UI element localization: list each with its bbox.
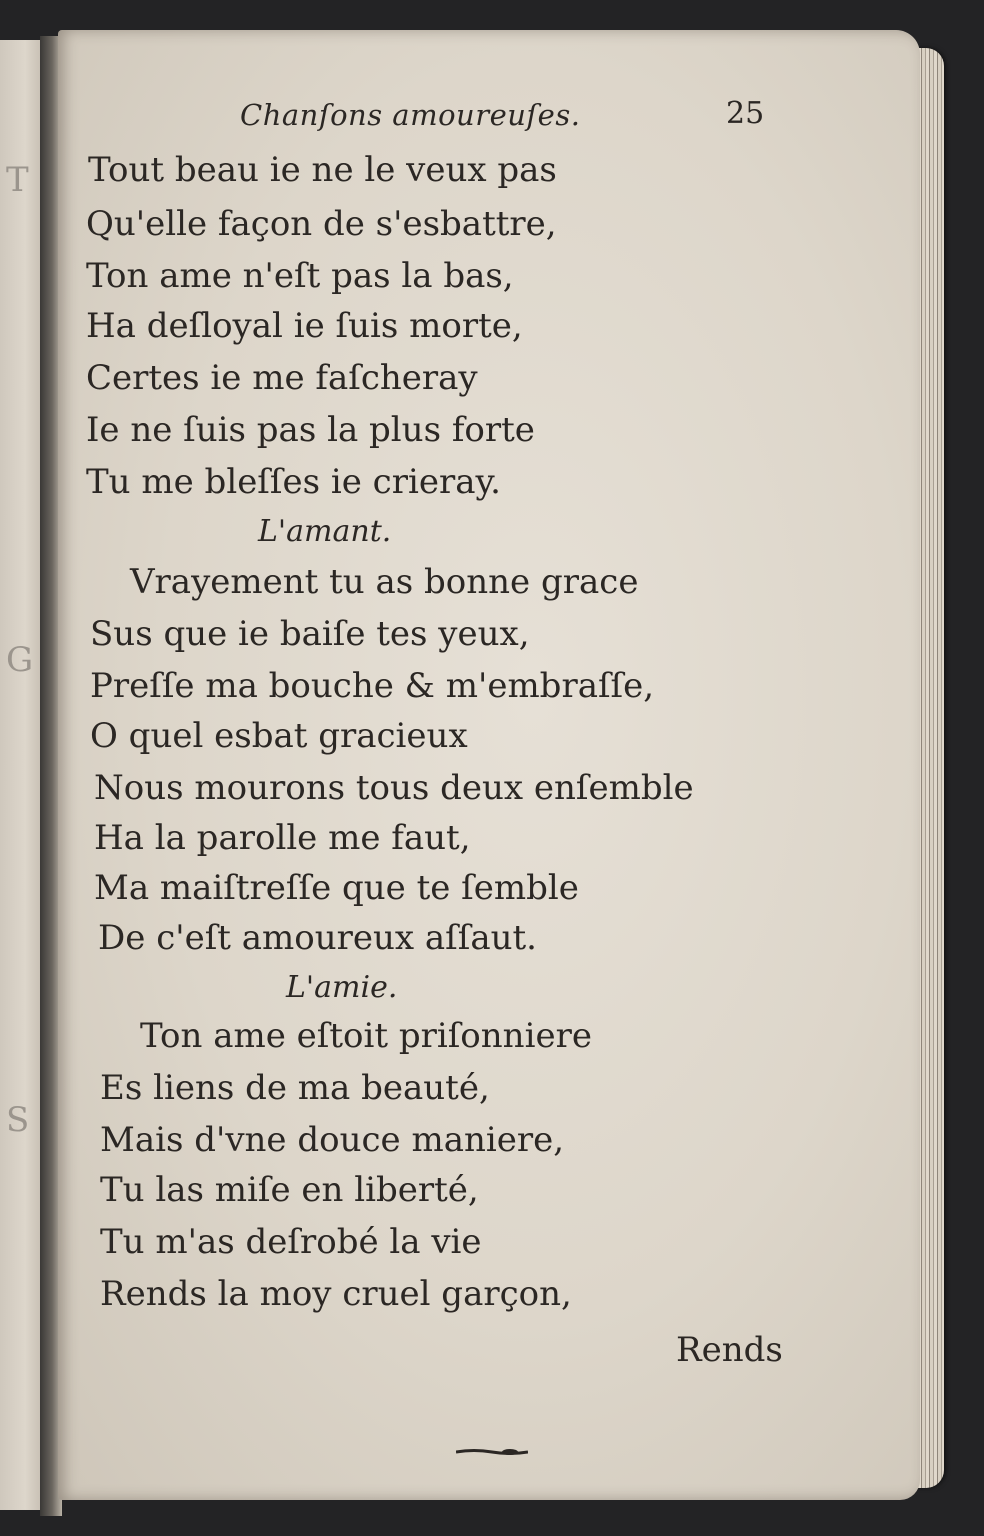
verse-line: Ton ame n'eſt pas la bas, — [86, 256, 514, 296]
verse-line: Ie ne ſuis pas la plus forte — [86, 410, 535, 450]
verse-line: Ma maiſtreſſe que te ſemble — [94, 868, 579, 908]
verse-line: Nous mourons tous deux enſemble — [94, 768, 694, 808]
facing-page-ghost-letter: T — [6, 160, 29, 200]
verse-line: Certes ie me faſcheray — [86, 358, 478, 398]
speaker-label-amant: L'amant. — [258, 514, 392, 549]
verse-line: Tu las miſe en liberté, — [100, 1170, 479, 1210]
verse-line: Es liens de ma beauté, — [100, 1068, 490, 1108]
running-head: Chanſons amoureuſes. — [240, 98, 581, 132]
verse-line: Vrayement tu as bonne grace — [130, 562, 639, 602]
verse-line: Qu'elle façon de s'esbattre, — [86, 204, 557, 244]
verse-line: Rends la moy cruel garçon, — [100, 1274, 572, 1314]
verse-line: Ha la parolle me faut, — [94, 818, 471, 858]
verse-line: Mais d'vne douce maniere, — [100, 1120, 565, 1160]
verse-line: De c'eſt amoureux aſſaut. — [98, 918, 537, 958]
facing-page-ghost-letter: G — [6, 640, 34, 680]
verse-line: Tu me bleſſes ie crieray. — [86, 462, 501, 502]
page-number: 25 — [726, 96, 765, 131]
tail-ornament-icon — [456, 1448, 528, 1456]
verse-line: Tu m'as deſrobé la vie — [100, 1222, 482, 1262]
facing-page-edge — [0, 40, 44, 1510]
verse-line: O quel esbat gracieux — [90, 716, 468, 756]
verse-line: Ton ame eſtoit priſonniere — [140, 1016, 592, 1056]
verse-line: Preſſe ma bouche & m'embraſſe, — [90, 666, 655, 706]
speaker-label-amie: L'amie. — [286, 970, 398, 1005]
catchword: Rends — [676, 1330, 783, 1370]
verse-line: Tout beau ie ne le veux pas — [88, 150, 557, 190]
facing-page-ghost-letter: S — [6, 1100, 30, 1140]
verse-line: Sus que ie baiſe tes yeux, — [90, 614, 530, 654]
verse-line: Ha deſloyal ie ſuis morte, — [86, 306, 523, 346]
